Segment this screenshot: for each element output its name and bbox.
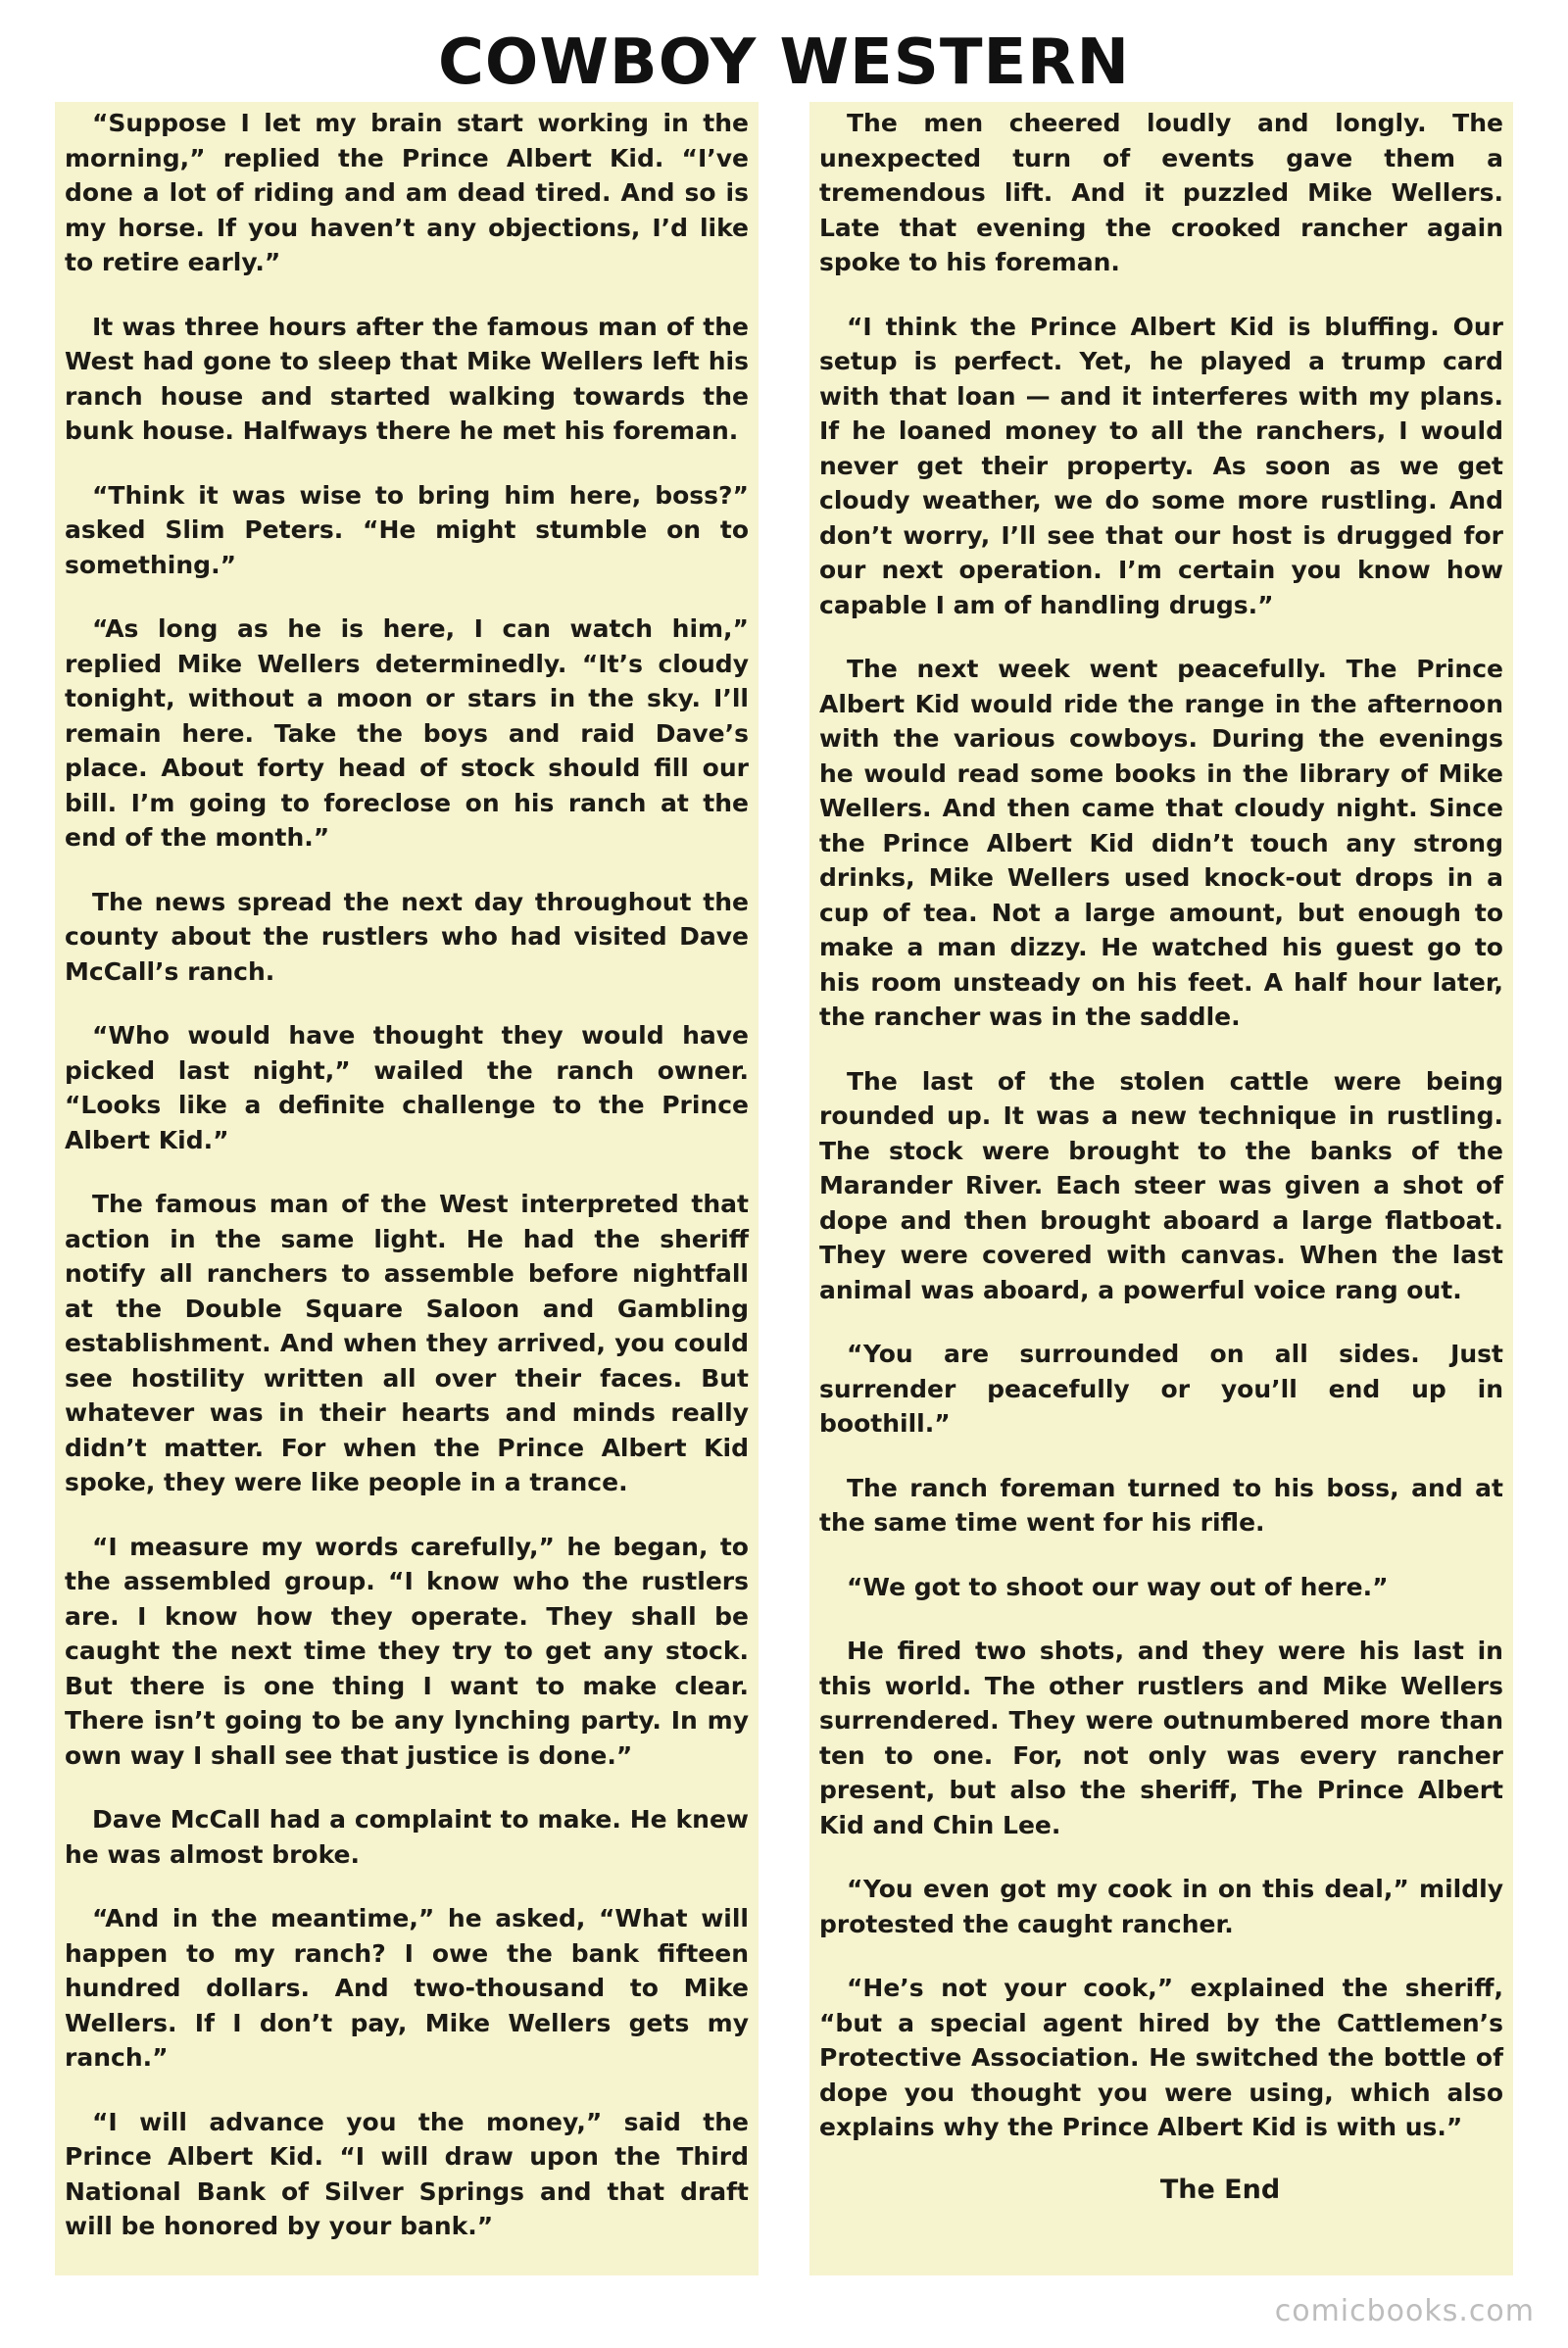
paragraph: “He’s not your cook,” explained the sheriff, “but a special agent hired by the Cattlemen’s Protective Association. He switched the bottle of dope you thought you were using, which also explains why the Prince Albert Kid is with us.” — [819, 1974, 1503, 2141]
paragraph: “We got to shoot our way out of here.” — [847, 1572, 1389, 1601]
watermark: comicbooks.com — [1274, 2294, 1535, 2328]
paragraph: “You are surrounded on all sides. Just surrender peacefully or you’ll end up in boothill.” — [819, 1340, 1503, 1438]
paragraph: “And in the meantime,” he asked, “What will happen to my ranch? I owe the bank fifteen hundred dollars. And two-thousand to Mike Wellers. If I don’t pay, Mike Wellers gets my ranch.” — [65, 1904, 749, 2072]
paragraph: “Think it was wise to bring him here, boss?” asked Slim Peters. “He might stumble on to something.” — [65, 480, 749, 579]
paragraph: “You even got my cook in on this deal,” mildly protested the caught rancher. — [819, 1875, 1503, 1938]
paragraph: “I will advance you the money,” said the Prince Albert Kid. “I will draw upon the Third National Bank of Silver Springs and that draft will be honored by your bank.” — [65, 2107, 749, 2240]
page-title: COWBOY WESTERN — [437, 26, 1131, 99]
paragraph: “I measure my words carefully,” he began, to the assembled group. “I know who the rustlers are. I know how they operate. They shall be caught the next time they try to get any stock. But there is one thing I want to make clear. There isn’t going to be any lynching party. In my own way I shall see that justice is done.” — [65, 1532, 749, 1770]
paragraph: The news spread the next day throughout the county about the rustlers who had visited Dave McCall’s ranch. — [65, 887, 749, 986]
paragraph: “Who would have thought they would have picked last night,” wailed the ranch owner. “Looks like a definite challenge to the Prince Albert Kid.” — [65, 1021, 749, 1154]
right-text-column — [809, 102, 1513, 2275]
paragraph: He fired two shots, and they were his last in this world. The other rustlers and Mike Wellers surrendered. They were outnumbered more than ten to one. For, not only was every rancher present, but also the sheriff, The Prince Albert Kid and Chin Lee. — [819, 1637, 1503, 1839]
paragraph: The last of the stolen cattle were being rounded up. It was a new technique in rustling. The stock were brought to the banks of the Marander River. Each steer was given a shot of dope and then brought aboard a large flatboat. They were covered with canvas. When the last animal was aboard, a powerful voice rang out. — [819, 1066, 1503, 1304]
paragraph: “Suppose I let my brain start working in the morning,” replied the Prince Albert Kid. “I’ve done a lot of riding and am dead tired. And so is my horse. If you haven’t any objections, I’d like to retire early.” — [65, 109, 749, 276]
paragraph: It was three hours after the famous man of the West had gone to sleep that Mike Wellers left his ranch house and started walking towards the bunk house. Halfways there he met his foreman. — [65, 312, 749, 445]
paragraph: The ranch foreman turned to his boss, and at the same time went for his rifle. — [819, 1473, 1503, 1537]
paragraph: “As long as he is here, I can watch him,” replied Mike Wellers determinedly. “It’s cloudy tonight, without a moon or stars in the sky. I’ll remain here. Take the boys and raid Dave’s place. About forty head of stock should fill our bill. I’m going to foreclose on his ranch at the end of the month.” — [65, 614, 749, 852]
left-text-column — [55, 102, 759, 2275]
the-end-label: The End — [1159, 2174, 1281, 2205]
paragraph: The men cheered loudly and longly. The unexpected turn of events gave them a tremendous lift. And it puzzled Mike Wellers. Late that evening the crooked rancher again spoke to his foreman. — [819, 109, 1503, 276]
paragraph: The next week went peacefully. The Prince Albert Kid would ride the range in the afternoon with the various cowboys. During the evenings he would read some books in the library of Mike Wellers. And then came that cloudy night. Since the Prince Albert Kid didn’t touch any strong drinks, Mike Wellers used knock-out drops in a cup of tea. Not a large amount, but enough to make a man dizzy. He watched his guest go to his room unsteady on his feet. A half hour later, the rancher was in the saddle. — [819, 655, 1503, 1031]
paragraph: “I think the Prince Albert Kid is bluffing. Our setup is perfect. Yet, he played a trump card with that loan — and it interferes with my plans. If he loaned money to all the ranchers, I would never get their property. As soon as we get cloudy weather, we do some more rustling. And don’t worry, I’ll see that our host is drugged for our next operation. I’m certain you know how capable I am of handling drugs.” — [819, 312, 1503, 619]
paragraph: Dave McCall had a complaint to make. He knew he was almost broke. — [65, 1805, 749, 1869]
paragraph: The famous man of the West interpreted that action in the same light. He had the sheriff notify all ranchers to assemble before nightfall at the Double Square Saloon and Gambling establishment. And when they arrived, you could see hostility written all over their faces. But whatever was in their hearts and minds really didn’t matter. For when the Prince Albert Kid spoke, they were like people in a trance. — [65, 1190, 749, 1496]
